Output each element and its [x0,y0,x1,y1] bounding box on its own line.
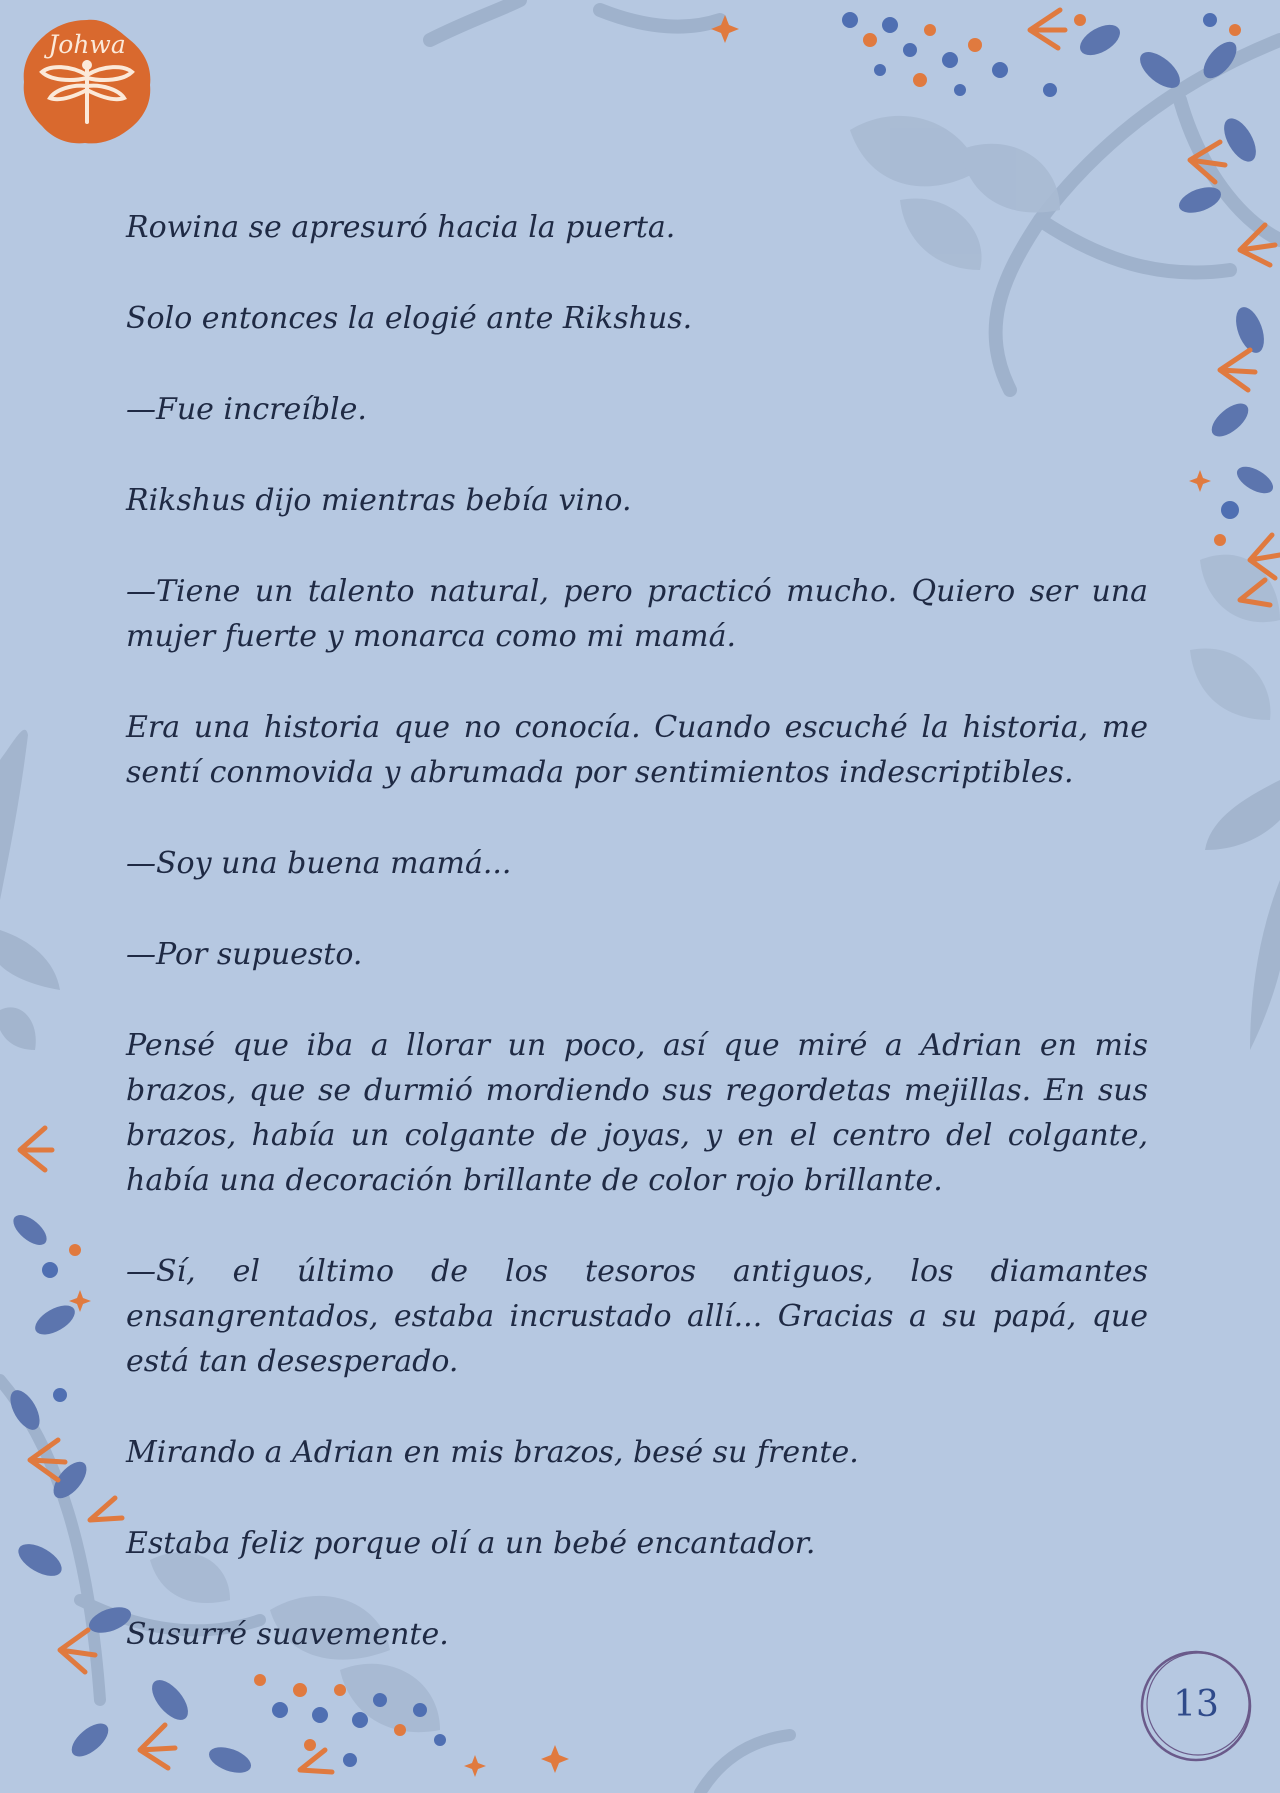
paragraph: Pensé que iba a llorar un poco, así que miré a Adrian en mis brazos, que se durmió mordiendo sus regordetas mejillas. En sus brazos, había un colgante de joyas, y en el centro del colgante, había una decoración brillante de color rojo brillante. [126,1028,1148,1198]
paragraph: —Fue increíble. [126,392,367,427]
logo-text: Johwa [48,30,126,59]
left-side-branches [0,730,60,1050]
paragraph: —Por supuesto. [126,937,363,972]
paragraph: —Tiene un talento natural, pero practicó mucho. Quiero ser una mujer fuerte y monarca como mi mamá. [126,574,1148,654]
paragraph: Mirando a Adrian en mis brazos, besé su frente. [126,1435,859,1470]
page-number [1140,1650,1252,1762]
paragraph: —Soy una buena mamá... [126,846,512,881]
page-number-text: 13 [1173,1684,1219,1725]
publisher-logo [22,16,152,144]
paragraph: Rowina se apresuró hacia la puerta. [126,210,676,245]
paragraph: Solo entonces la elogié ante Rikshus. [126,301,693,336]
paragraph: Estaba feliz porque olí a un bebé encantador. [126,1526,816,1561]
paragraph: —Sí, el último de los tesoros antiguos, los diamantes ensangrentados, estaba incrustado allí... Gracias a su papá, que está tan desesperado. [126,1254,1148,1379]
right-side-shapes [1205,780,1280,1050]
paragraph: Era una historia que no conocía. Cuando escuché la historia, me sentí conmovida y abrumada por sentimientos indescriptibles. [126,710,1148,790]
story-text [126,205,1148,1703]
paragraph: Rikshus dijo mientras bebía vino. [126,483,632,518]
paragraph: Susurré suavemente. [126,1617,449,1652]
